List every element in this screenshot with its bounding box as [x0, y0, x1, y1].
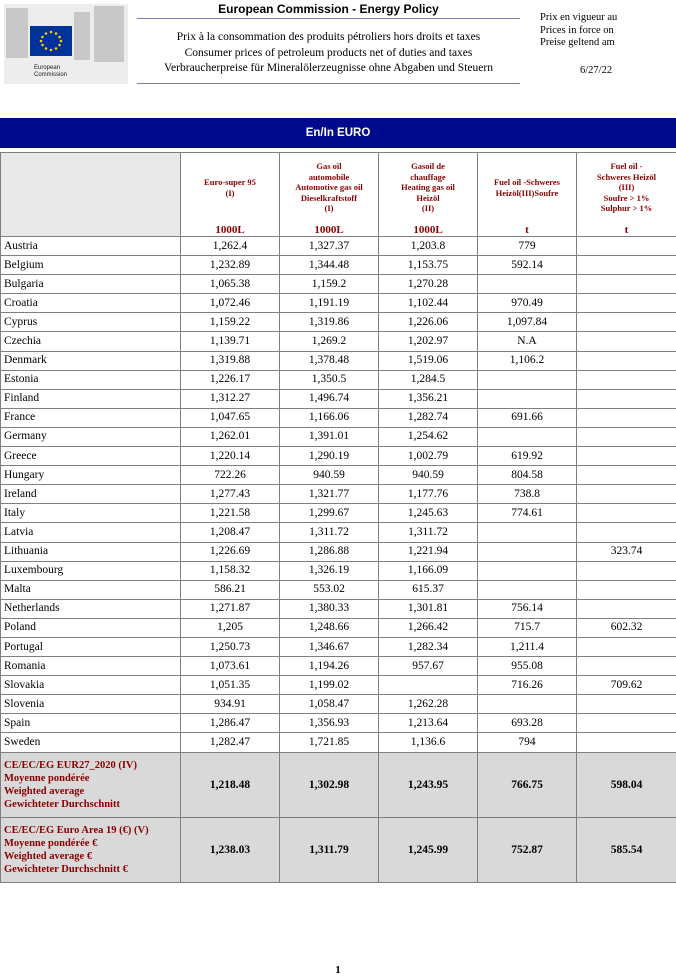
- price-cell: 1,102.44: [379, 294, 478, 313]
- country-name: Spain: [1, 714, 181, 733]
- price-cell: 1,203.8: [379, 237, 478, 256]
- country-name: Bulgaria: [1, 275, 181, 294]
- table-header-row: [1, 153, 676, 237]
- country-name: Slovakia: [1, 676, 181, 695]
- price-cell: [478, 275, 577, 294]
- country-name: Latvia: [1, 523, 181, 542]
- price-cell: 794: [478, 733, 577, 752]
- price-cell: 1,159.2: [280, 275, 379, 294]
- country-name: Denmark: [1, 351, 181, 370]
- price-cell: 1,177.76: [379, 485, 478, 504]
- price-cell: 1,269.2: [280, 332, 379, 351]
- price-cell: 1,262.01: [181, 427, 280, 446]
- price-cell: 602.32: [577, 618, 676, 637]
- price-cell: 1,346.67: [280, 637, 379, 656]
- country-name: Belgium: [1, 256, 181, 275]
- col-header-heating-oil: [379, 153, 478, 237]
- table-row: [1, 332, 676, 351]
- table-row: [1, 256, 676, 275]
- price-cell: [577, 485, 676, 504]
- price-cell: 1,221.58: [181, 504, 280, 523]
- price-cell: 1,350.5: [280, 370, 379, 389]
- price-cell: [478, 389, 577, 408]
- price-cell: [577, 695, 676, 714]
- table-row: [1, 580, 676, 599]
- table-body: [1, 237, 676, 883]
- price-cell: 1,065.38: [181, 275, 280, 294]
- price-cell: 1,519.06: [379, 351, 478, 370]
- country-name: Estonia: [1, 370, 181, 389]
- average-value: 1,302.98: [280, 752, 379, 817]
- price-date-label: [540, 12, 630, 50]
- price-cell: 693.28: [478, 714, 577, 733]
- table-row: [1, 637, 676, 656]
- price-cell: 955.08: [478, 657, 577, 676]
- price-cell: 1,213.64: [379, 714, 478, 733]
- country-name: Hungary: [1, 466, 181, 485]
- price-cell: [577, 256, 676, 275]
- price-cell: 1,262.28: [379, 695, 478, 714]
- price-cell: 1,356.21: [379, 389, 478, 408]
- currency-band: En/In EURO: [0, 118, 676, 148]
- price-cell: 1,271.87: [181, 599, 280, 618]
- price-cell: [577, 523, 676, 542]
- price-cell: [577, 599, 676, 618]
- table-row: [1, 427, 676, 446]
- col-header-label: Fuel oil -Schweres Heizöl(III)Soufre: [494, 177, 560, 198]
- price-date: 6/27/22: [580, 65, 613, 76]
- col-header-label: Fuel oil - Schweres Heizöl (III) Soufre > 1% Sulphur > 1%: [596, 161, 657, 214]
- price-date-fr: Prix en vigueur au: [540, 12, 618, 23]
- price-cell: [577, 332, 676, 351]
- document-title: European Commission - Energy Policy: [137, 0, 520, 19]
- header-corner: [1, 153, 181, 237]
- col-header-fuel-oil-high: [577, 153, 676, 237]
- price-cell: 1,226.06: [379, 313, 478, 332]
- country-name: Greece: [1, 447, 181, 466]
- price-cell: 716.26: [478, 676, 577, 695]
- country-name: Netherlands: [1, 599, 181, 618]
- price-cell: 970.49: [478, 294, 577, 313]
- price-cell: 1,344.48: [280, 256, 379, 275]
- table-row: [1, 370, 676, 389]
- price-cell: [577, 504, 676, 523]
- price-cell: [577, 466, 676, 485]
- country-name: Ireland: [1, 485, 181, 504]
- col-header-unit: 1000L: [413, 223, 443, 236]
- price-cell: [577, 237, 676, 256]
- price-cell: 1,058.47: [280, 695, 379, 714]
- table-row: [1, 237, 676, 256]
- table-row: [1, 695, 676, 714]
- price-cell: 1,097.84: [478, 313, 577, 332]
- price-cell: 691.66: [478, 408, 577, 427]
- price-cell: [577, 580, 676, 599]
- table-row: [1, 485, 676, 504]
- price-cell: 1,106.2: [478, 351, 577, 370]
- price-cell: 709.62: [577, 676, 676, 695]
- price-cell: [577, 447, 676, 466]
- logo-line-1: European: [34, 65, 61, 71]
- price-cell: 934.91: [181, 695, 280, 714]
- table-row: [1, 466, 676, 485]
- price-cell: 1,002.79: [379, 447, 478, 466]
- average-value: 598.04: [577, 752, 676, 817]
- table-row: [1, 542, 676, 561]
- price-cell: 1,221.94: [379, 542, 478, 561]
- price-cell: 1,139.71: [181, 332, 280, 351]
- price-cell: [478, 370, 577, 389]
- price-cell: [577, 294, 676, 313]
- price-cell: 323.74: [577, 542, 676, 561]
- price-cell: 1,270.28: [379, 275, 478, 294]
- country-name: Lithuania: [1, 542, 181, 561]
- price-cell: [577, 561, 676, 580]
- price-cell: [478, 561, 577, 580]
- table-row: [1, 504, 676, 523]
- price-cell: [577, 275, 676, 294]
- price-date-en: Prices in force on: [540, 24, 614, 36]
- price-cell: 1,721.85: [280, 733, 379, 752]
- price-cell: 1,166.06: [280, 408, 379, 427]
- price-cell: [478, 523, 577, 542]
- table-row: [1, 561, 676, 580]
- price-cell: 1,073.61: [181, 657, 280, 676]
- price-cell: 957.67: [379, 657, 478, 676]
- price-cell: 1,380.33: [280, 599, 379, 618]
- col-header-euro-super: [181, 153, 280, 237]
- price-cell: 1,158.32: [181, 561, 280, 580]
- country-name: Austria: [1, 237, 181, 256]
- country-name: Sweden: [1, 733, 181, 752]
- average-value: 1,238.03: [181, 817, 280, 882]
- price-cell: 715.7: [478, 618, 577, 637]
- table-row: [1, 523, 676, 542]
- price-cell: 1,282.74: [379, 408, 478, 427]
- col-header-unit: t: [624, 223, 629, 236]
- price-cell: [577, 408, 676, 427]
- price-cell: 1,245.63: [379, 504, 478, 523]
- price-cell: [577, 389, 676, 408]
- price-cell: 1,266.42: [379, 618, 478, 637]
- subtitle-fr: Prix à la consommation des produits pétroliers hors droits et taxes: [176, 31, 481, 43]
- table-row: [1, 676, 676, 695]
- country-name: Romania: [1, 657, 181, 676]
- country-name: Croatia: [1, 294, 181, 313]
- country-name: Cyprus: [1, 313, 181, 332]
- price-cell: [478, 542, 577, 561]
- table-row: [1, 599, 676, 618]
- price-cell: 779: [478, 237, 577, 256]
- subtitle-en: Consumer prices of petroleum products net of duties and taxes: [184, 46, 473, 59]
- country-name: Czechia: [1, 332, 181, 351]
- price-cell: 1,194.26: [280, 657, 379, 676]
- price-cell: 1,301.81: [379, 599, 478, 618]
- price-cell: 615.37: [379, 580, 478, 599]
- price-cell: [379, 676, 478, 695]
- table-row: [1, 657, 676, 676]
- price-cell: 1,496.74: [280, 389, 379, 408]
- price-cell: 619.92: [478, 447, 577, 466]
- col-header-gas-oil: [280, 153, 379, 237]
- average-value: 1,243.95: [379, 752, 478, 817]
- average-label: CE/EC/EG EUR27_2020 (IV) Moyenne pondérée Weighted average Gewichteter Durchschnitt: [1, 752, 181, 817]
- price-cell: [577, 657, 676, 676]
- price-cell: 1,326.19: [280, 561, 379, 580]
- col-header-label: Euro-super 95 (I): [204, 177, 256, 198]
- col-header-unit: t: [525, 223, 529, 236]
- price-cell: 1,248.66: [280, 618, 379, 637]
- table-row: [1, 275, 676, 294]
- price-cell: 738.8: [478, 485, 577, 504]
- average-value: 1,218.48: [181, 752, 280, 817]
- price-cell: 1,286.47: [181, 714, 280, 733]
- price-cell: 1,208.47: [181, 523, 280, 542]
- col-header-fuel-oil-low: [478, 153, 577, 237]
- price-cell: 592.14: [478, 256, 577, 275]
- price-cell: 1,051.35: [181, 676, 280, 695]
- price-cell: 1,220.14: [181, 447, 280, 466]
- col-header-unit: 1000L: [215, 223, 245, 236]
- price-cell: 1,290.19: [280, 447, 379, 466]
- price-cell: 1,232.89: [181, 256, 280, 275]
- price-cell: 1,282.34: [379, 637, 478, 656]
- average-value: 1,245.99: [379, 817, 478, 882]
- price-cell: N.A: [478, 332, 577, 351]
- price-cell: 1,277.43: [181, 485, 280, 504]
- price-cell: 756.14: [478, 599, 577, 618]
- subtitle-de: Verbraucherpreise für Mineralölerzeugnisse ohne Abgaben und Steuern: [164, 62, 493, 74]
- price-cell: [478, 580, 577, 599]
- col-header-label: Gasoil de chauffage Heating gas oil Heizöl (II): [401, 161, 455, 214]
- logo-text: [34, 65, 67, 79]
- country-name: Finland: [1, 389, 181, 408]
- price-cell: 774.61: [478, 504, 577, 523]
- price-cell: 940.59: [280, 466, 379, 485]
- table-row: [1, 389, 676, 408]
- price-cell: 586.21: [181, 580, 280, 599]
- price-cell: 1,202.97: [379, 332, 478, 351]
- table-row: [1, 408, 676, 427]
- country-name: Poland: [1, 618, 181, 637]
- price-cell: 1,378.48: [280, 351, 379, 370]
- price-cell: 1,250.73: [181, 637, 280, 656]
- price-cell: [577, 637, 676, 656]
- price-cell: 1,286.88: [280, 542, 379, 561]
- price-cell: 1,226.69: [181, 542, 280, 561]
- logo-line-2: Commission: [34, 72, 68, 78]
- price-cell: 1,311.72: [280, 523, 379, 542]
- average-value: 766.75: [478, 752, 577, 817]
- average-row: [1, 752, 676, 817]
- price-cell: 1,319.86: [280, 313, 379, 332]
- average-value: 1,311.79: [280, 817, 379, 882]
- average-row: [1, 817, 676, 882]
- price-cell: 1,159.22: [181, 313, 280, 332]
- average-value: 585.54: [577, 817, 676, 882]
- price-cell: 1,312.27: [181, 389, 280, 408]
- average-value: 752.87: [478, 817, 577, 882]
- price-cell: 1,205: [181, 618, 280, 637]
- col-header-unit: 1000L: [314, 223, 344, 236]
- price-cell: 1,047.65: [181, 408, 280, 427]
- price-cell: 940.59: [379, 466, 478, 485]
- price-cell: 1,282.47: [181, 733, 280, 752]
- price-cell: 804.58: [478, 466, 577, 485]
- price-cell: 1,321.77: [280, 485, 379, 504]
- price-cell: 1,153.75: [379, 256, 478, 275]
- price-cell: 1,211.4: [478, 637, 577, 656]
- price-cell: 1,319.88: [181, 351, 280, 370]
- table-row: [1, 714, 676, 733]
- price-cell: [577, 351, 676, 370]
- table-row: [1, 733, 676, 752]
- price-cell: [577, 370, 676, 389]
- country-name: Malta: [1, 580, 181, 599]
- price-cell: 1,311.72: [379, 523, 478, 542]
- price-cell: [577, 714, 676, 733]
- table-row: [1, 618, 676, 637]
- country-name: Portugal: [1, 637, 181, 656]
- price-date-de: Preise geltend am: [540, 37, 615, 48]
- price-cell: 553.02: [280, 580, 379, 599]
- price-cell: [577, 733, 676, 752]
- col-header-label: Gas oil automobile Automotive gas oil Dieselkraftstoff (I): [295, 161, 363, 214]
- page-number: 1: [335, 964, 341, 976]
- price-cell: 1,191.19: [280, 294, 379, 313]
- table-row: [1, 294, 676, 313]
- price-cell: 1,166.09: [379, 561, 478, 580]
- price-cell: 1,391.01: [280, 427, 379, 446]
- table-row: [1, 351, 676, 370]
- country-name: Luxembourg: [1, 561, 181, 580]
- price-cell: 1,072.46: [181, 294, 280, 313]
- average-label: CE/EC/EG Euro Area 19 (€) (V) Moyenne pondérée € Weighted average € Gewichteter Durchschnitt €: [1, 817, 181, 882]
- price-cell: [577, 427, 676, 446]
- price-cell: 1,199.02: [280, 676, 379, 695]
- table-row: [1, 447, 676, 466]
- price-cell: 1,356.93: [280, 714, 379, 733]
- subtitle-rule: [137, 83, 520, 84]
- price-cell: 1,136.6: [379, 733, 478, 752]
- country-name: Slovenia: [1, 695, 181, 714]
- price-cell: 1,327.37: [280, 237, 379, 256]
- table-row: [1, 313, 676, 332]
- price-cell: 1,254.62: [379, 427, 478, 446]
- price-cell: 1,284.5: [379, 370, 478, 389]
- price-cell: 1,226.17: [181, 370, 280, 389]
- european-commission-logo: [4, 4, 128, 84]
- price-cell: [478, 427, 577, 446]
- price-cell: [577, 313, 676, 332]
- country-name: Italy: [1, 504, 181, 523]
- price-table: [0, 152, 676, 883]
- price-cell: 722.26: [181, 466, 280, 485]
- price-cell: 1,299.67: [280, 504, 379, 523]
- country-name: Germany: [1, 427, 181, 446]
- country-name: France: [1, 408, 181, 427]
- price-cell: [478, 695, 577, 714]
- price-cell: 1,262.4: [181, 237, 280, 256]
- document-subtitle: [137, 30, 520, 77]
